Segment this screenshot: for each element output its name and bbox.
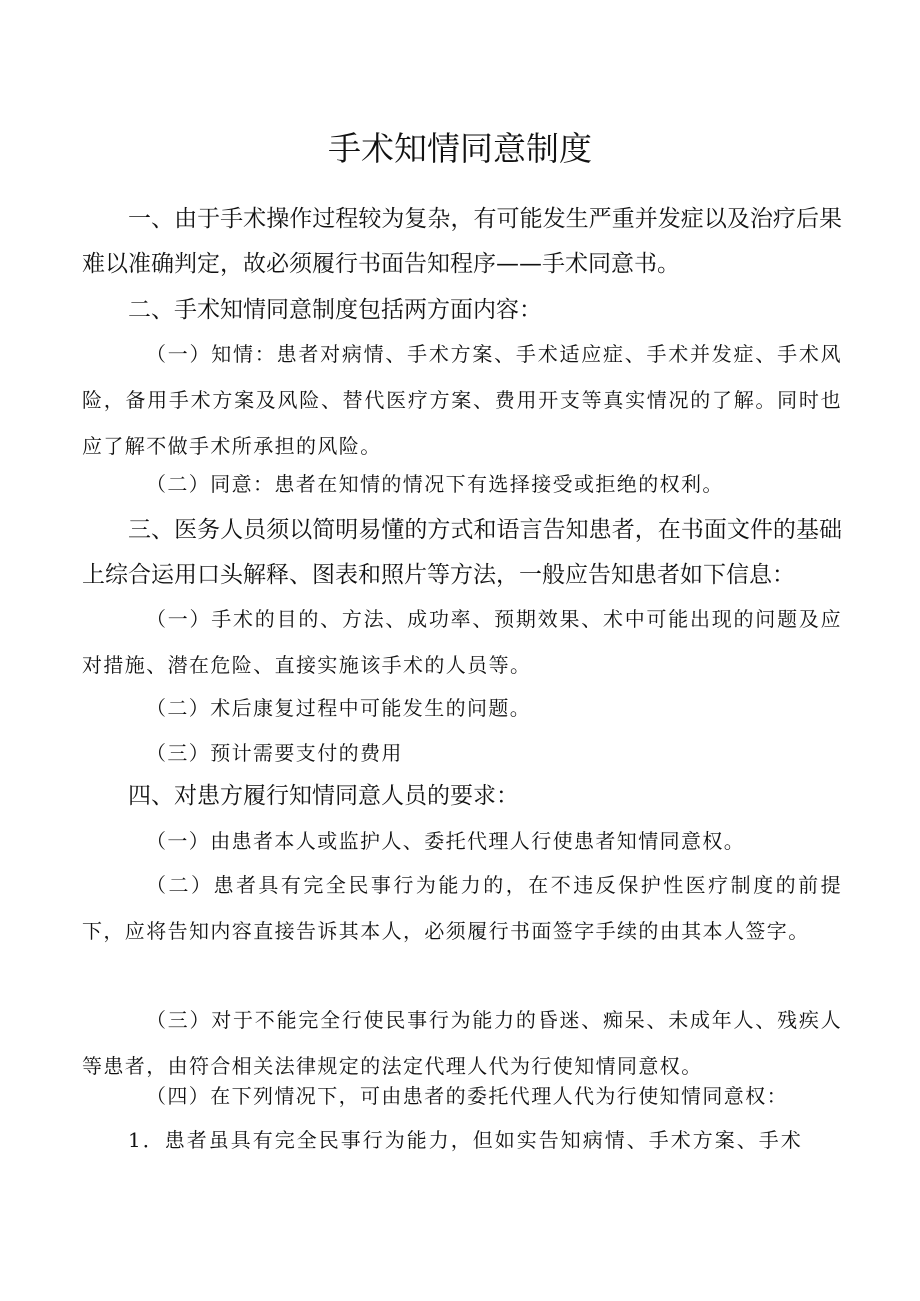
section-4-item-3: （三）对于不能完全行使民事行为能力的昏迷、痴呆、未成年人、残疾人等患者，由符合相关法律规定的法定代理人代为行使知情同意权。: [82, 1008, 842, 1078]
section-4-item-1: （一）由患者本人或监护人、委托代理人行使患者知情同意权。: [146, 829, 746, 853]
section-3-item-3: （三）预计需要支付的费用: [146, 741, 403, 765]
section-3-heading: 三、医务人员须以简明易懂的方式和语言告知患者，在书面文件的基础上综合运用口头解释、图表和照片等方法，一般应告知患者如下信息：: [82, 517, 842, 588]
section-3-item-1: （一）手术的目的、方法、成功率、预期效果、术中可能出现的问题及应对措施、潜在危险、直接实施该手术的人员等。: [82, 607, 842, 677]
section-4-item-2: （二）患者具有完全民事行为能力的，在不违反保护性医疗制度的前提下，应将告知内容直接告诉其本人，必须履行书面签字手续的由其本人签字。: [82, 873, 842, 943]
section-4-heading: 四、对患方履行知情同意人员的要求：: [128, 783, 519, 809]
section-3-item-2: （二）术后康复过程中可能发生的问题。: [146, 696, 532, 720]
section-4-item-4-sub-1: 1．患者虽具有完全民事行为能力，但如实告知病情、手术方案、手术: [128, 1128, 803, 1152]
section-2-item-2: （二）同意：患者在知情的情况下有选择接受或拒绝的权利。: [146, 472, 724, 496]
section-1: 一、由于手术操作过程较为复杂，有可能发生严重并发症以及治疗后果难以准确判定，故必须履行书面告知程序——手术同意书。: [82, 206, 842, 277]
section-2-heading: 二、手术知情同意制度包括两方面内容：: [128, 297, 542, 323]
section-4-item-4: （四）在下列情况下，可由患者的委托代理人代为行使知情同意权：: [146, 1084, 788, 1108]
document-title: 手术知情同意制度: [328, 129, 592, 168]
section-2-item-1: （一）知情：患者对病情、手术方案、手术适应症、手术并发症、手术风险，备用手术方案及风险、替代医疗方案、费用开支等真实情况的了解。同时也应了解不做手术所承担的风险。: [82, 342, 842, 458]
